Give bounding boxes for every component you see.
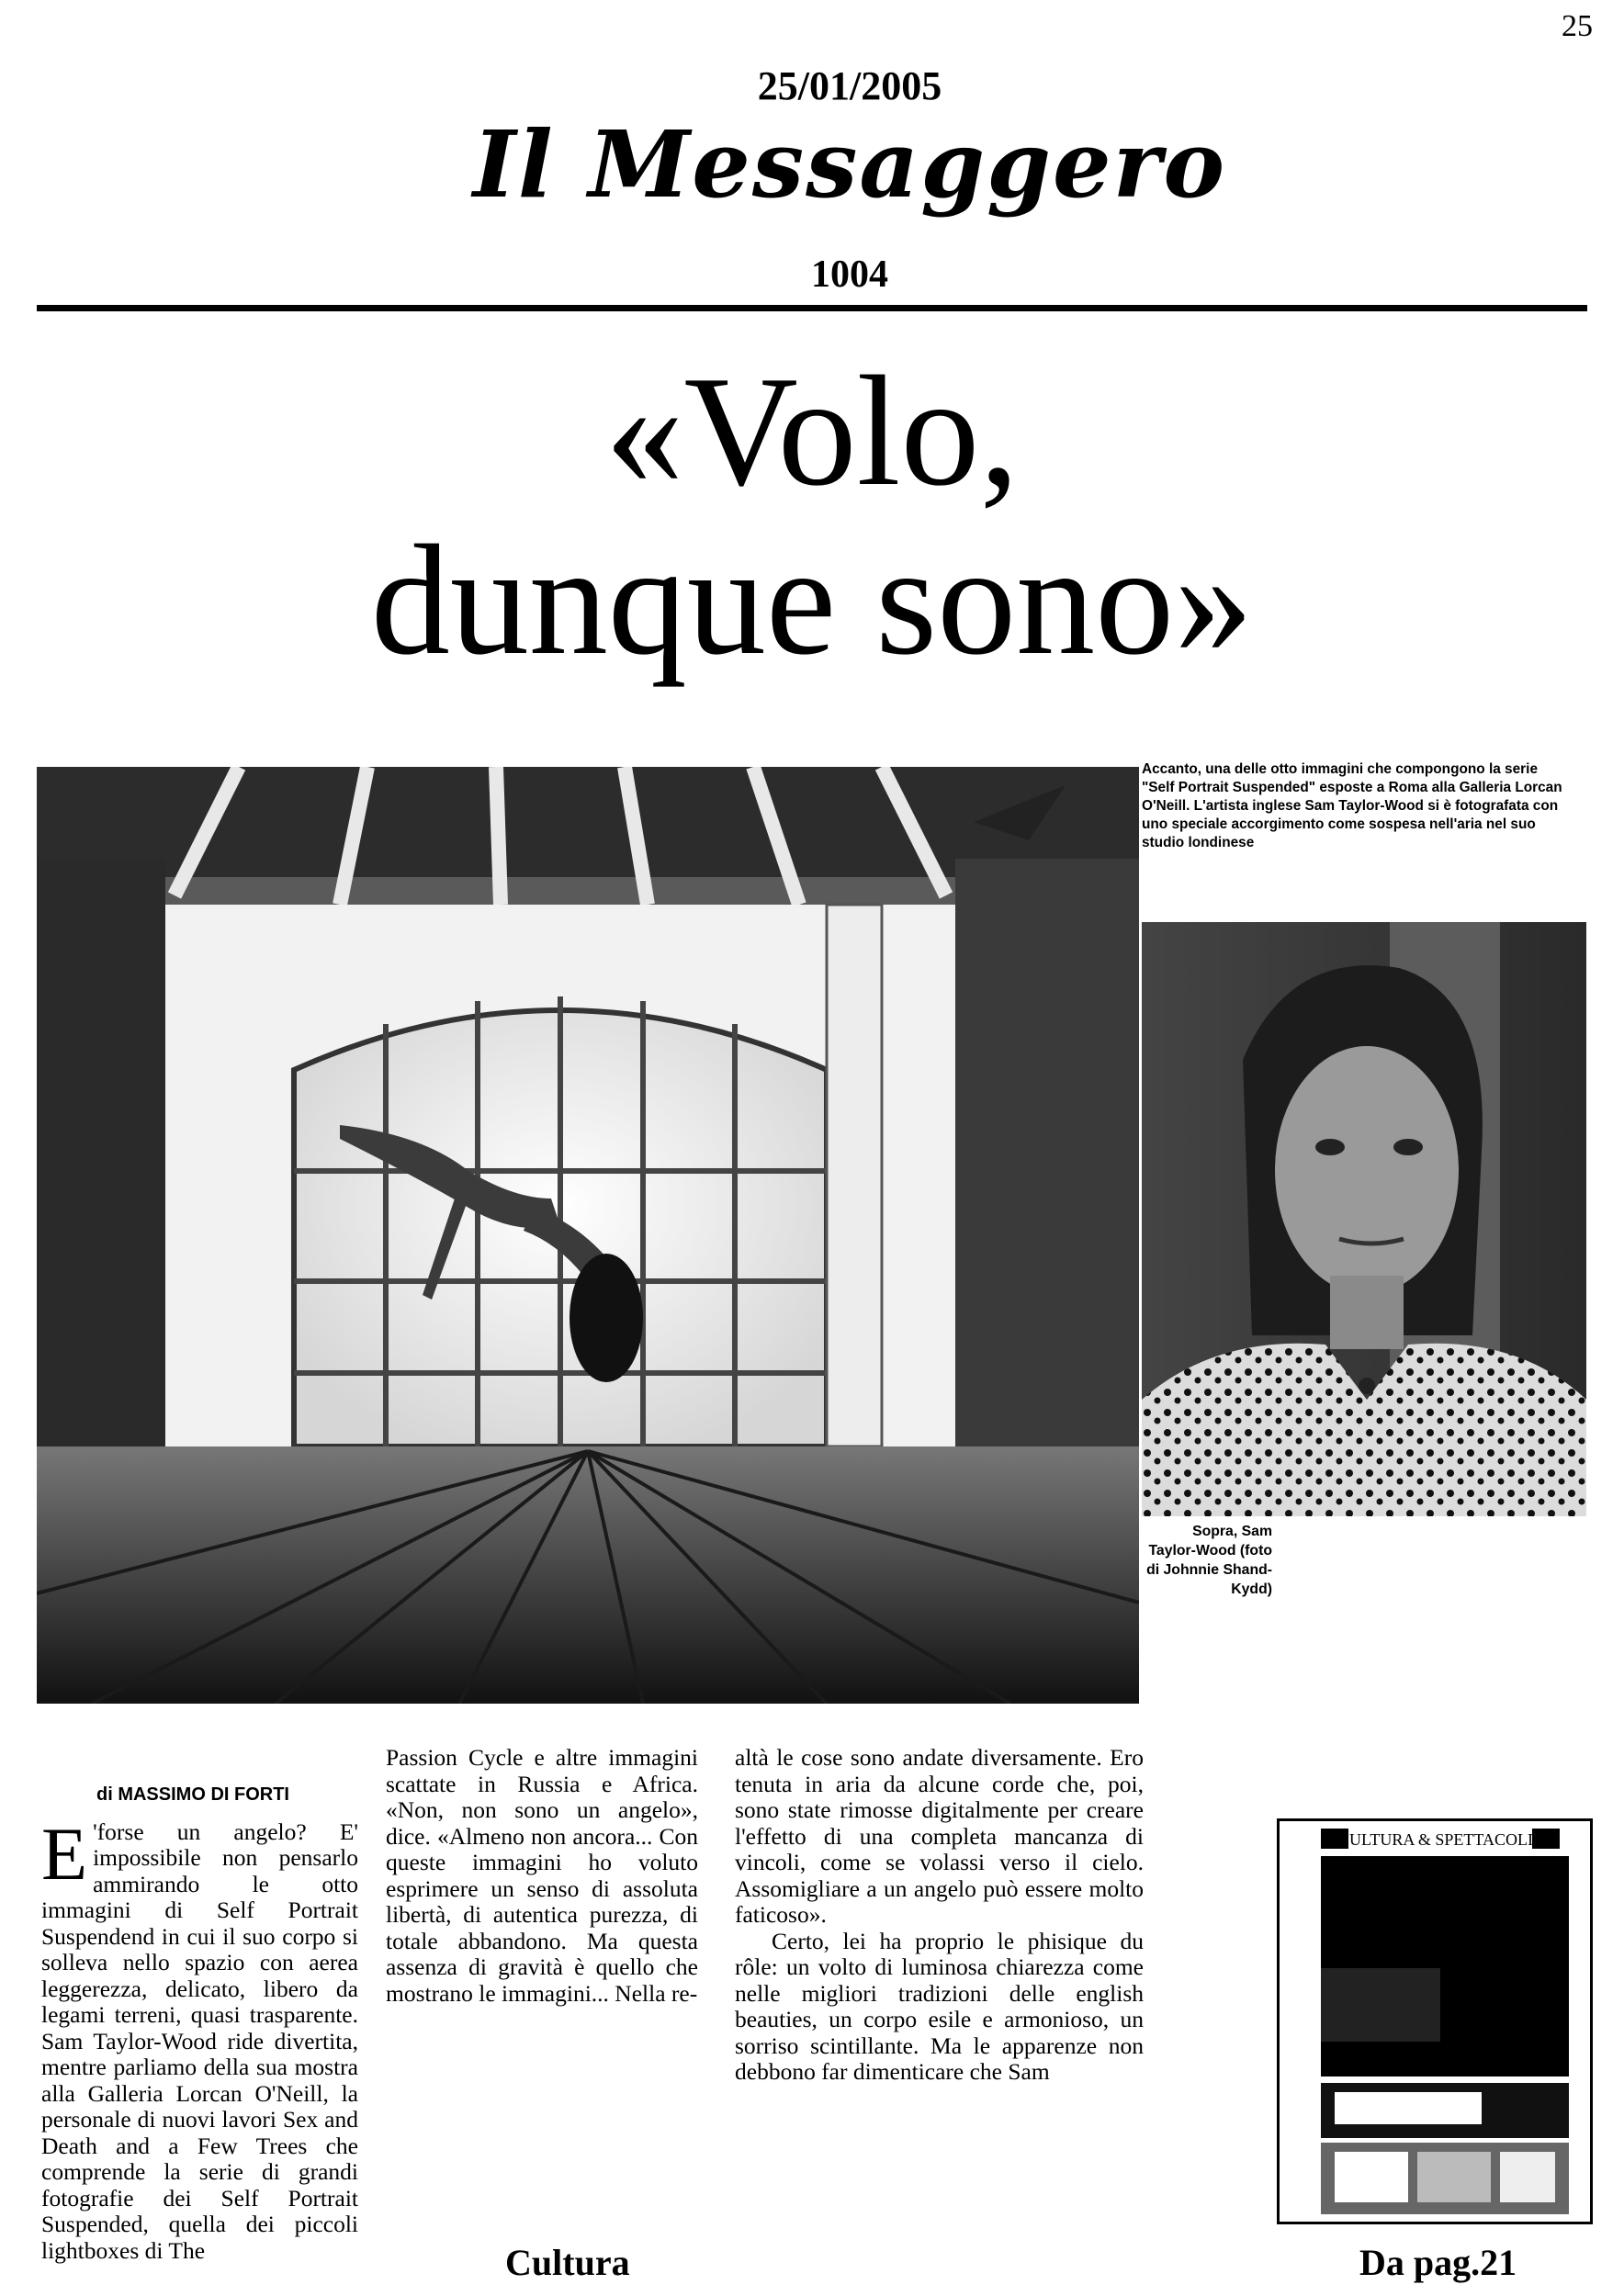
photo-caption-portrait: Sopra, Sam Taylor-Wood (foto di Johnnie Shand-Kydd) xyxy=(1146,1524,1272,1597)
article-column-2 xyxy=(386,1745,698,2007)
photo-caption-main: Accanto, una delle otto immagini che compongono la serie "Self Portrait Suspended" esposte a Roma alla Galleria Lorcan O'Neill. L'artista inglese Sam Taylor-Wood si è fotografata con uno speciale accorgimento come sospesa nell'aria nel suo studio londinese xyxy=(1142,761,1562,850)
headline-line-2: dunque sono» xyxy=(370,513,1254,688)
article-text-col2: Passion Cycle e altre immagini scattate in Russia e Africa. «Non, non sono un angelo», dice. «Almeno non ancora... Con queste immagini ho voluto esprimere un senso di assoluta libertà, di autentica purezza, di totale abbandono. Ma questa assenza di gravità è quello che mostrano le immagini... Nella re- xyxy=(386,1744,698,2007)
byline: di MASSIMO DI FORTI xyxy=(96,1784,289,1805)
newspaper-masthead: Il Messaggero xyxy=(472,110,1227,219)
continued-from-page: Da pag.21 xyxy=(1359,2242,1517,2283)
headline-line-1: «Volo, xyxy=(604,344,1020,519)
drop-cap: E xyxy=(41,1811,88,1896)
article-headline xyxy=(0,344,1624,688)
section-label: Cultura xyxy=(505,2242,630,2283)
article-column-3 xyxy=(735,1745,1144,2086)
main-photo-suspended-figure xyxy=(37,767,1139,1704)
header-divider xyxy=(37,305,1587,311)
publication-date: 25/01/2005 xyxy=(757,63,942,108)
portrait-photo xyxy=(1142,922,1586,1516)
article-text-col3-p1: altà le cose sono andate diversamente. Ero tenuta in aria da alcune corde che, poi, sono state rimosse digitalmente per creare l'effetto di una completa mancanza di vincoli, come se volassi verso il cielo. Assomigliare a un angelo può essere molto faticoso». xyxy=(735,1744,1144,1928)
thumbnail-heading: CULTURA & SPETTACOLI xyxy=(1338,1830,1533,1849)
article-column-1 xyxy=(41,1782,358,2264)
article-text-col1: 'forse un angelo? E' impossibile non pensarlo ammirando le otto immagini di Self Portrait Suspendend in cui il suo corpo si solleva nello spazio con aerea leggerezza, delicato, libero da legami terreni, quasi trasparente. Sam Taylor-Wood ride divertita, mentre parliamo della sua mostra alla Galleria Lorcan O'Neill, la personale di nuovi lavori Sex and Death and a Few Trees che comprende la serie di grandi fotografie dei Self Portrait Suspended, quella dei piccoli lightboxes di The xyxy=(41,1818,358,2264)
page-thumbnail xyxy=(1277,1818,1593,2224)
article-text-col3-p2: Certo, lei ha proprio le phisique du rôle: un volto di luminosa chiarezza come nelle migliori tradizioni delle english beauties, un corpo esile e armonioso, un sorriso scintillante. Ma le apparenze non debbono far dimenticare che Sam xyxy=(735,1927,1144,2085)
page-number: 25 xyxy=(1562,9,1593,43)
clipping-code: 1004 xyxy=(811,253,888,296)
